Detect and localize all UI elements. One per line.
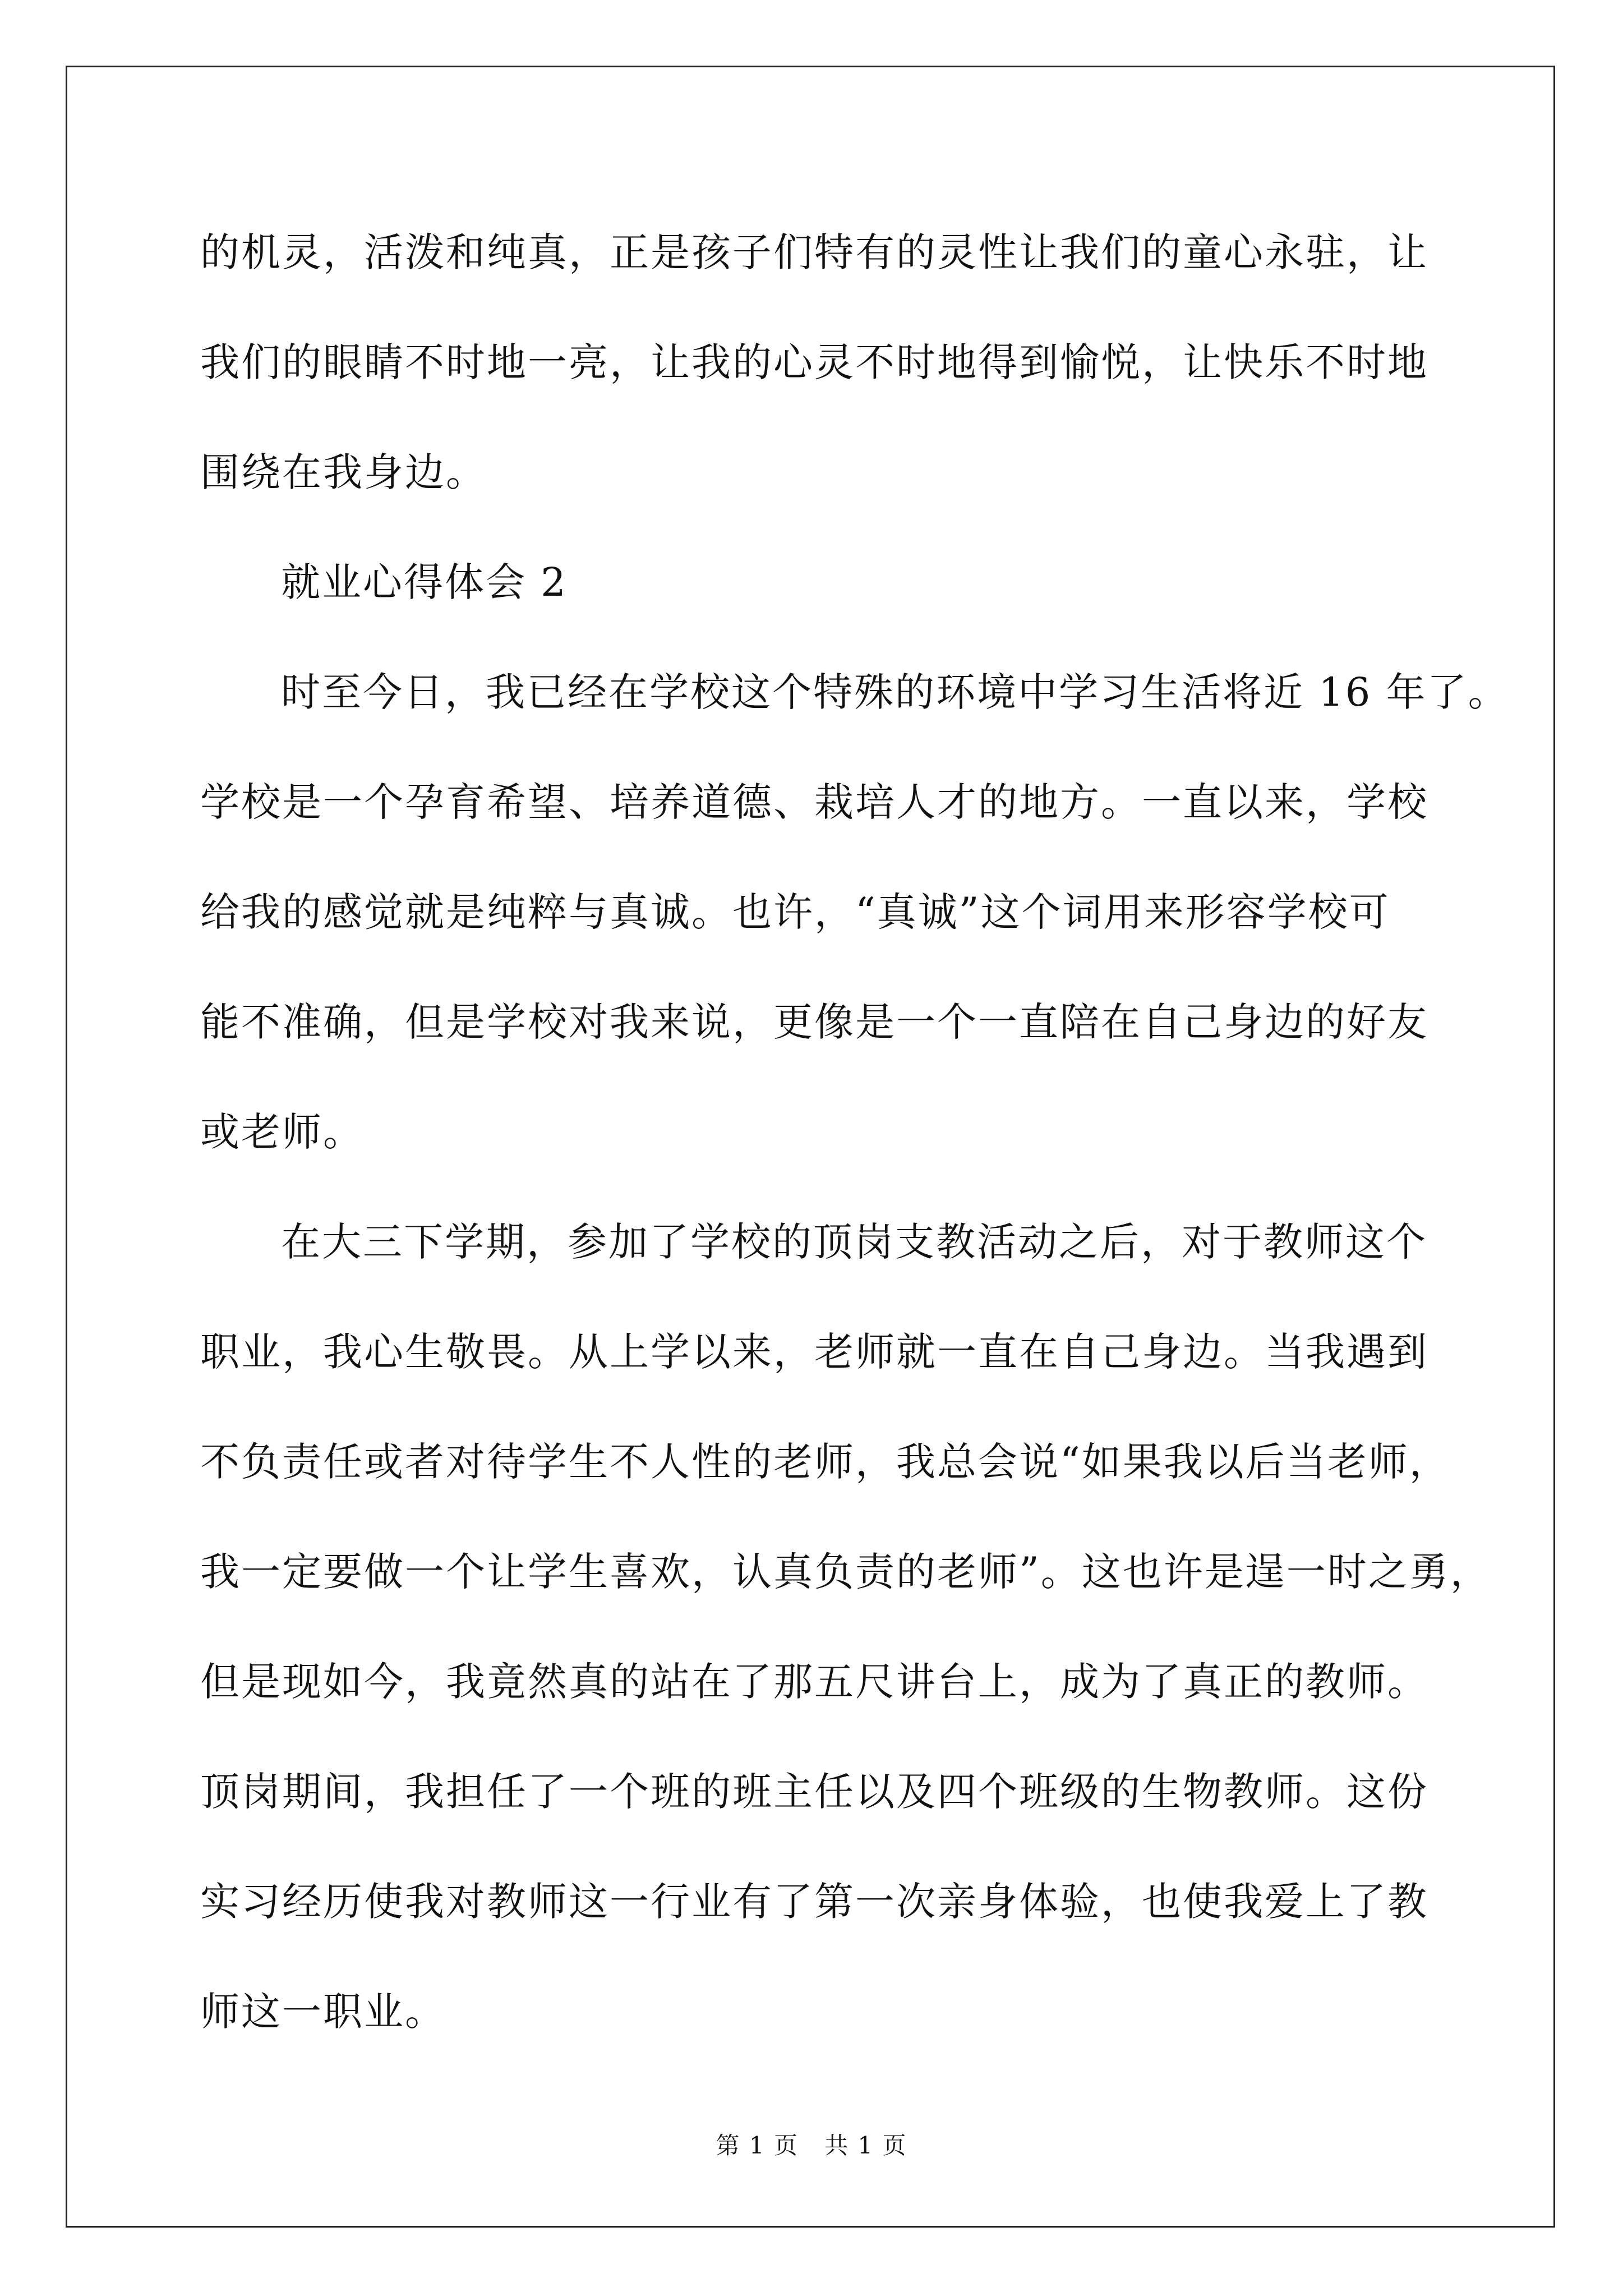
paragraph-line: 实习经历使我对教师这一行业有了第一次亲身体验，也使我爱上了教: [200, 1879, 1428, 1925]
paragraph-line: 或老师。: [200, 1109, 364, 1155]
paragraph-line: 我一定要做一个让学生喜欢，认真负责的老师”。这也许是逞一时之勇，: [200, 1549, 1491, 1595]
paragraph-line: 我们的眼睛不时地一亮，让我的心灵不时地得到愉悦，让快乐不时地: [200, 339, 1428, 385]
page-footer: 第 1 页 共 1 页: [716, 2132, 907, 2159]
paragraph-line: 围绕在我身边。: [200, 449, 487, 495]
paragraph-line: 在大三下学期，参加了学校的顶岗支教活动之后，对于教师这个: [281, 1219, 1427, 1265]
paragraph-line: 但是现如今，我竟然真的站在了那五尺讲台上，成为了真正的教师。: [200, 1659, 1428, 1705]
section-heading: 就业心得体会 2: [281, 559, 568, 605]
paragraph-line: 给我的感觉就是纯粹与真诚。也许，“真诚”这个词用来形容学校可: [200, 889, 1390, 935]
paragraph-line: 学校是一个孕育希望、培养道德、栽培人才的地方。一直以来，学校: [200, 779, 1428, 825]
paragraph-line: 师这一职业。: [200, 1989, 446, 2035]
document-body: [200, 197, 1509, 2067]
paragraph-line: 时至今日，我已经在学校这个特殊的环境中学习生活将近 16 年了。: [281, 669, 1509, 715]
paragraph-line: 不负责任或者对待学生不人性的老师，我总会说“如果我以后当老师，: [200, 1439, 1450, 1485]
paragraph-line: 的机灵，活泼和纯真，正是孩子们特有的灵性让我们的童心永驻，让: [200, 229, 1428, 275]
paragraph-line: 职业，我心生敬畏。从上学以来，老师就一直在自己身边。当我遇到: [200, 1329, 1428, 1375]
paragraph-line: 能不准确，但是学校对我来说，更像是一个一直陪在自己身边的好友: [200, 999, 1428, 1045]
paragraph-line: 顶岗期间，我担任了一个班的班主任以及四个班级的生物教师。这份: [200, 1769, 1428, 1815]
